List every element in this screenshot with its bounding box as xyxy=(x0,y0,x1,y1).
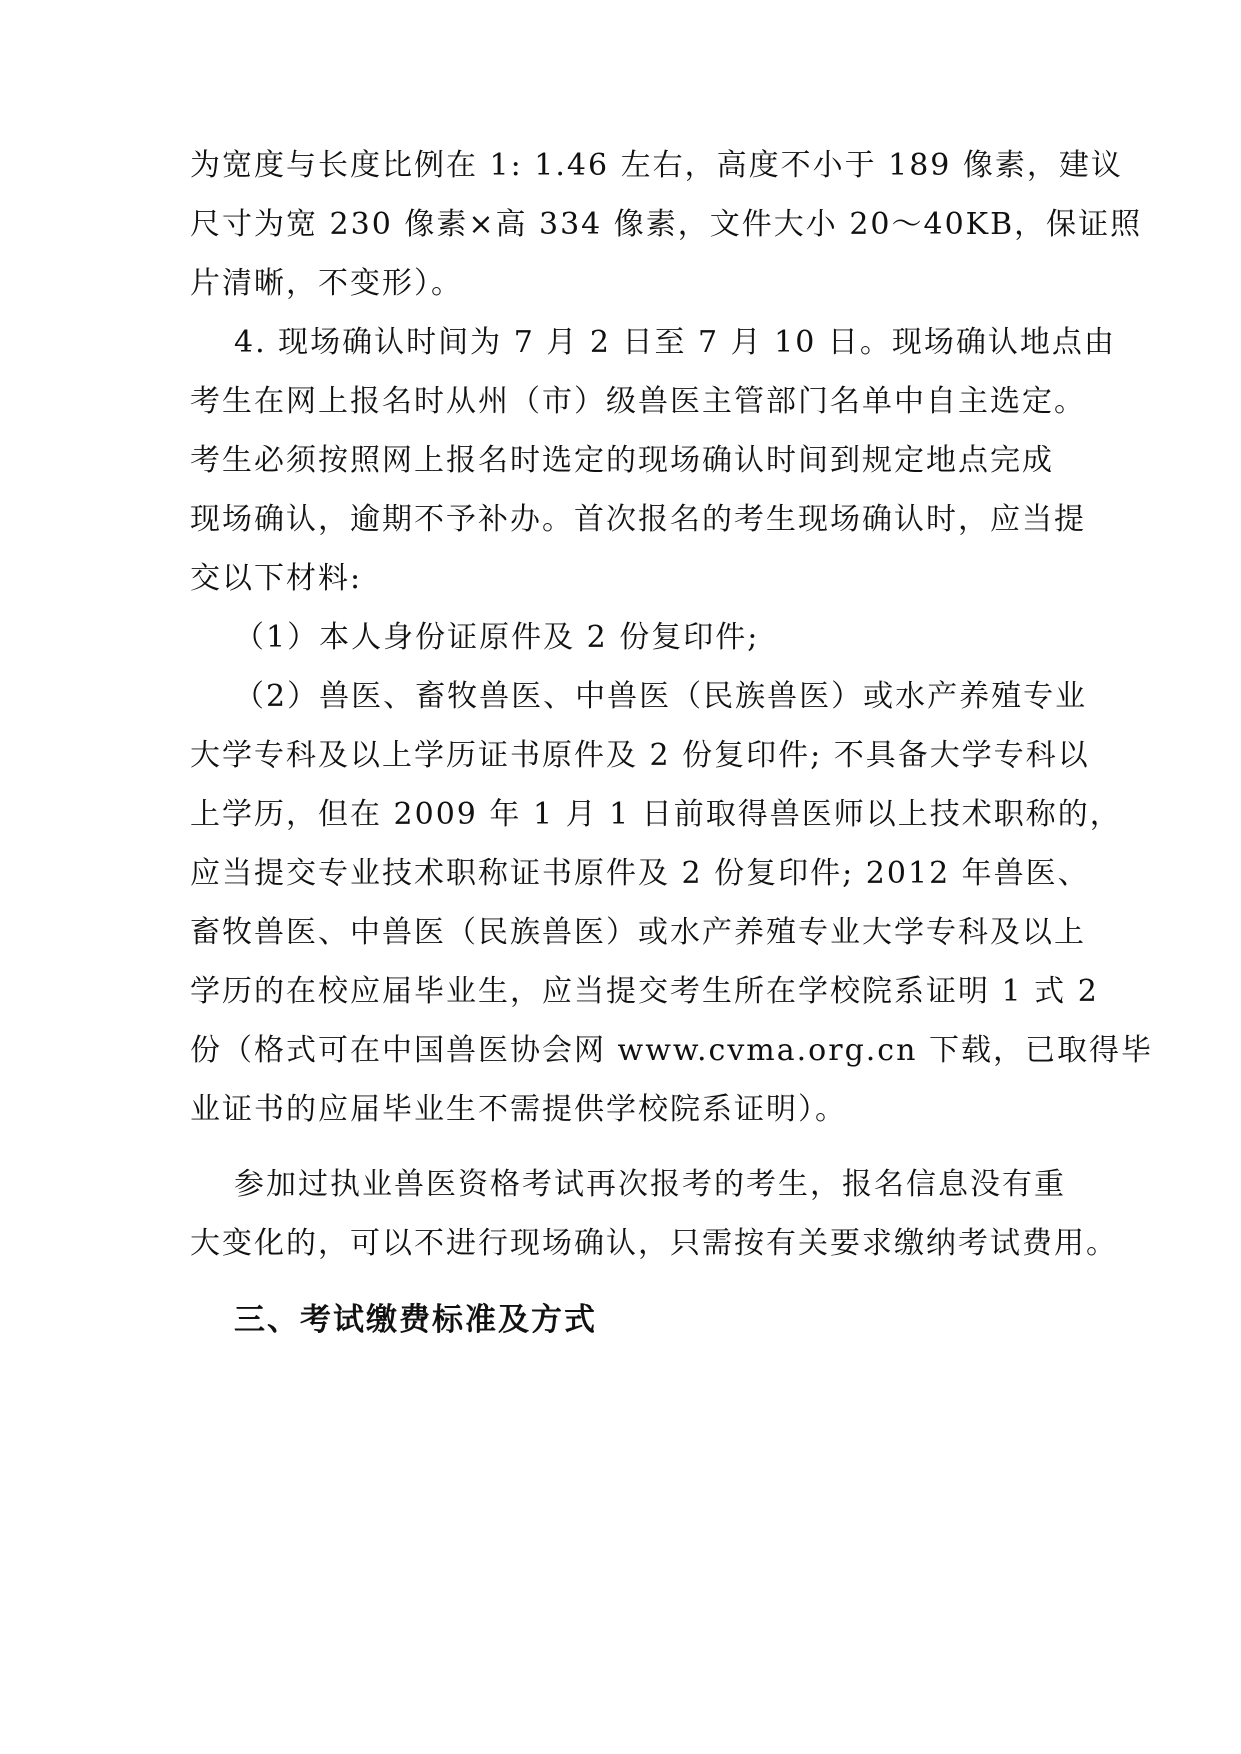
paragraph-line: 学历的在校应届毕业生，应当提交考生所在学校院系证明 1 式 2 xyxy=(190,974,1099,1009)
paragraph-line: 片清晰，不变形）。 xyxy=(190,266,463,301)
paragraph-line: 应当提交专业技术职称证书原件及 2 份复印件; 2012 年兽医、 xyxy=(190,856,1090,891)
paragraph-line: 为宽度与长度比例在 1: 1.46 左右，高度不小于 189 像素，建议 xyxy=(190,148,1123,183)
paragraph-line: 参加过执业兽医资格考试再次报考的考生，报名信息没有重 xyxy=(234,1167,1066,1202)
paragraph-line: 尺寸为宽 230 像素×高 334 像素，文件大小 20～40KB，保证照 xyxy=(190,207,1143,242)
list-item: （2）兽医、畜牧兽医、中兽医（民族兽医）或水产养殖专业 xyxy=(234,679,1088,714)
paragraph-line: 考生必须按照网上报名时选定的现场确认时间到规定地点完成 xyxy=(190,443,1054,478)
list-item: （1）本人身份证原件及 2 份复印件; xyxy=(234,620,760,655)
paragraph-line: 份（格式可在中国兽医协会网 www.cvma.org.cn 下载，已取得毕 xyxy=(190,1033,1153,1068)
paragraph-line: 畜牧兽医、中兽医（民族兽医）或水产养殖专业大学专科及以上 xyxy=(190,915,1086,950)
paragraph-line: 上学历，但在 2009 年 1 月 1 日前取得兽医师以上技术职称的， xyxy=(190,797,1122,832)
paragraph-line: 交以下材料: xyxy=(190,561,363,596)
paragraph-line: 业证书的应届毕业生不需提供学校院系证明）。 xyxy=(190,1092,847,1127)
paragraph-line: 考生在网上报名时从州（市）级兽医主管部门名单中自主选定。 xyxy=(190,384,1086,419)
paragraph-line: 大变化的，可以不进行现场确认，只需按有关要求缴纳考试费用。 xyxy=(190,1226,1118,1261)
section-heading: 三、考试缴费标准及方式 xyxy=(234,1302,597,1338)
paragraph-line: 4. 现场确认时间为 7 月 2 日至 7 月 10 日。现场确认地点由 xyxy=(234,325,1116,360)
paragraph-line: 大学专科及以上学历证书原件及 2 份复印件; 不具备大学专科以 xyxy=(190,738,1090,773)
paragraph-line: 现场确认，逾期不予补办。首次报名的考生现场确认时，应当提 xyxy=(190,502,1086,537)
